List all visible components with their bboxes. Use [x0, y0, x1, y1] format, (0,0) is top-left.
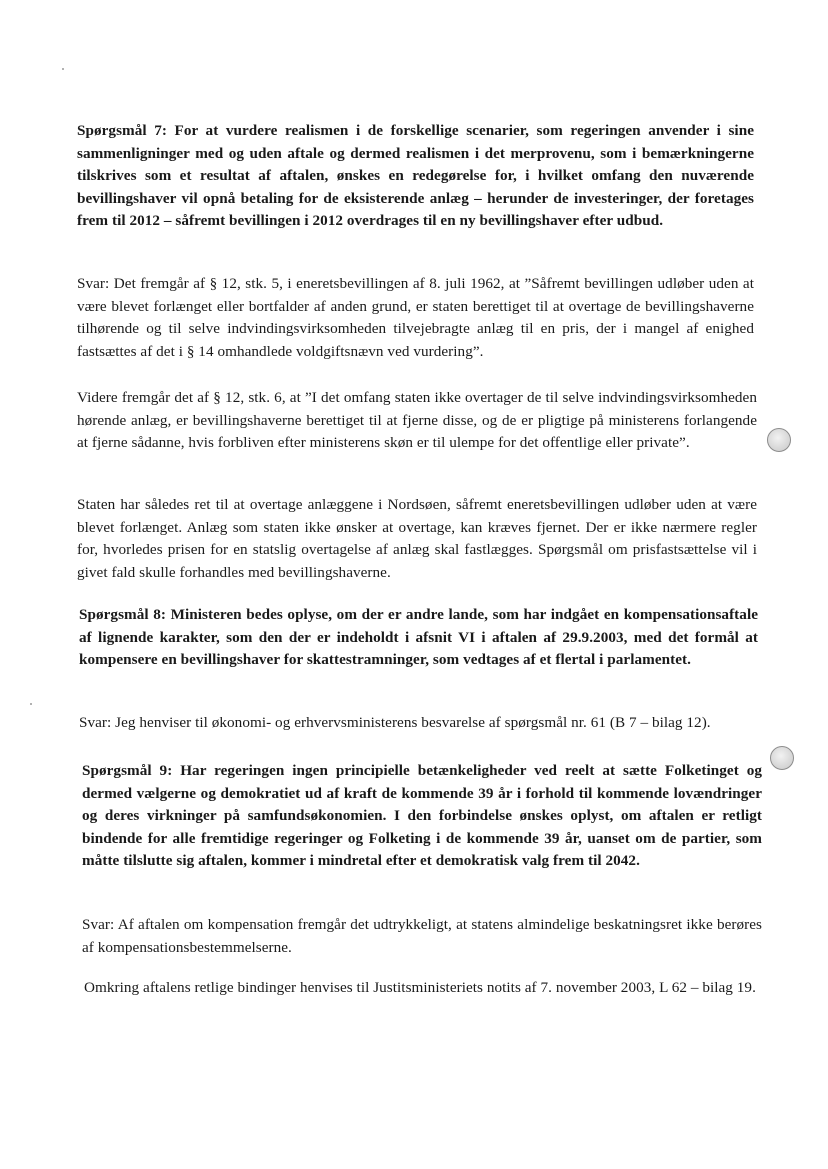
question-8: Spørgsmål 8: Ministeren bedes oplyse, om der er andre lande, som har indgået en kompensationsaftale af lignende karakter, som den der er indeholdt i afsnit VI i aftalen af 29.9.2003, med det formål at kompensere en bevillingshaver for skattestramninger, som vedtages af et flertal i parlamentet.: [79, 606, 758, 668]
question-9: Spørgsmål 9: Har regeringen ingen principielle betænkeligheder ved reelt at sætte Folketinget og dermed vælgerne og demokratiet ud af kraft de kommende 39 år i forhold til kommende lovændringer og deres virkninger på samfundsøkonomien. I den forbindelse ønskes oplyst, om aftalen er retligt bindende for alle fremtidige regeringer og Folketing i de kommende 39 år, uanset om de partier, som måtte tilslutte sig aftalen, kommer i mindretal efter et demokratisk valg frem til 2042.: [82, 762, 762, 869]
answer-7-paragraph-3: Staten har således ret til at overtage anlæggene i Nordsøen, såfremt eneretsbevillingen udløber uden at være blevet forlænget. Anlæg som staten ikke ønsker at overtage, kan kræves fjernet. Der er ikke nærmere regler for, hvorledes prisen for en statslig overtagelse af anlæg skal fastlægges. Spørgsmål om prisfastsættelse vil i givet fald skulle forhandles med bevillingshaverne.: [77, 496, 757, 581]
answer-8-text: Jeg henviser til økonomi- og erhvervsministerens besvarelse af spørgsmål nr. 61 (B 7 – bilag 12).: [111, 714, 711, 731]
answer-7-paragraph-2: Videre fremgår det af § 12, stk. 6, at ”I det omfang staten ikke overtager de til selve indvindingsvirksomheden hørende anlæg, er bevillingshaverne berettiget til at fjerne disse, og de er pligtige på ministerens forlangende at fjerne sådanne, hvis forbliven efter ministerens skøn er til ulempe for det offentlige eller private”.: [77, 389, 757, 451]
question-7: Spørgsmål 7: For at vurdere realismen i de forskellige scenarier, som regeringen anvender i sine sammenligninger med og uden aftale og dermed realismen i det merprovenu, som i bemærkningerne tilskrives som et resultat af aftalen, ønskes en redegørelse for, i hvilket omfang den nuværende bevillingshaver vil opnå betaling for de eksisterende anlæg – herunder de investeringer, der foretages frem til 2012 – såfremt bevillingen i 2012 overdrages til en ny bevillingshaver efter udbud.: [77, 122, 754, 229]
answer-9-paragraph-1: [82, 914, 762, 959]
answer-8-label: Svar:: [79, 714, 112, 731]
scan-speck: [62, 68, 64, 70]
answer-8: [79, 712, 779, 735]
scan-speck: [30, 703, 32, 705]
answer-7-text: Det fremgår af § 12, stk. 5, i eneretsbevillingen af 8. juli 1962, at ”Såfremt bevillingen udløber uden at være blevet forlænget eller bortfalder af anden grund, er staten berettiget til at overtage de bevillingshaverne tilhørende og til selve indvindingsvirksomheden tilvejebragte anlæg til en pris, der i mangel af enighed fastsættes af det i § 14 omhandlede voldgiftsnævn ved vurdering”.: [77, 275, 754, 360]
punch-hole-upper: [767, 428, 791, 452]
answer-7-label: Svar:: [77, 275, 110, 292]
answer-7-paragraph-1: [77, 273, 754, 363]
answer-9-paragraph-2: Omkring aftalens retlige bindinger henvises til Justitsministeriets notits af 7. november 2003, L 62 – bilag 19.: [84, 979, 756, 996]
punch-hole-lower: [770, 746, 794, 770]
answer-9-label: Svar:: [82, 916, 115, 933]
answer-9-text: Af aftalen om kompensation fremgår det udtrykkeligt, at statens almindelige beskatningsret ikke berøres af kompensationsbestemmelserne.: [82, 916, 762, 956]
